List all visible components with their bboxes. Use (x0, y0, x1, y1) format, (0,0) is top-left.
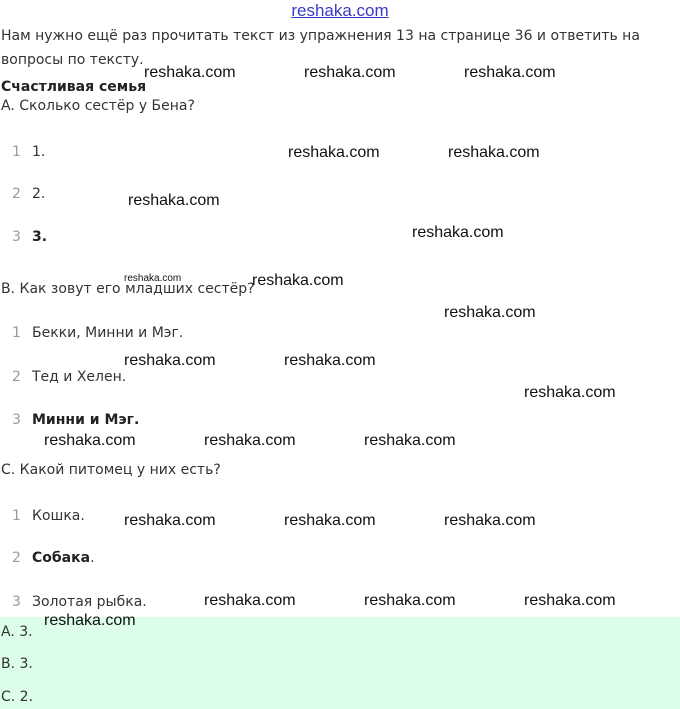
watermark: reshaka.com (124, 512, 216, 529)
answers-panel (0, 617, 680, 709)
option-number: 2 (12, 550, 21, 566)
option-b1: Бекки, Минни и Мэг. (32, 325, 184, 341)
watermark: reshaka.com (364, 592, 456, 609)
answer-a: A. 3. (1, 624, 33, 640)
option-number: 1 (12, 144, 21, 160)
option-number: 3 (12, 229, 21, 245)
answer-c: C. 2. (1, 689, 34, 705)
answer-b: B. 3. (1, 656, 33, 672)
option-number: 1 (12, 508, 21, 524)
watermark: reshaka.com (44, 612, 136, 629)
option-number: 1 (12, 325, 21, 341)
question-c: C. Какой питомец у них есть? (1, 462, 221, 478)
watermark: reshaka.com (524, 384, 616, 401)
watermark: reshaka.com (144, 64, 236, 81)
question-b: B. Как зовут его младших сестёр? (1, 281, 255, 297)
watermark: reshaka.com (464, 64, 556, 81)
option-number: 2 (12, 186, 21, 202)
option-b2: Тед и Хелен. (32, 369, 127, 385)
watermark: reshaka.com (284, 512, 376, 529)
watermark: reshaka.com (444, 304, 536, 321)
watermark: reshaka.com (444, 512, 536, 529)
question-a: A. Сколько сестёр у Бена? (1, 98, 195, 114)
option-b3-correct: Минни и Мэг. (32, 412, 140, 428)
option-a3-correct: 3. (32, 229, 48, 245)
watermark: reshaka.com (252, 272, 344, 289)
story-title: Счастливая семья (1, 79, 147, 95)
watermark: reshaka.com (448, 144, 540, 161)
watermark: reshaka.com (124, 273, 182, 284)
watermark: reshaka.com (44, 432, 136, 449)
site-header-link[interactable]: reshaka.com (291, 1, 389, 20)
option-a1: 1. (32, 144, 46, 160)
watermark: reshaka.com (124, 352, 216, 369)
option-number: 3 (12, 412, 21, 428)
watermark: reshaka.com (304, 64, 396, 81)
option-a2: 2. (32, 186, 46, 202)
watermark: reshaka.com (524, 592, 616, 609)
watermark: reshaka.com (204, 432, 296, 449)
watermark: reshaka.com (204, 592, 296, 609)
watermark: reshaka.com (284, 352, 376, 369)
watermark: reshaka.com (288, 144, 380, 161)
task-instruction: Нам нужно ещё раз прочитать текст из упражнения 13 на странице 36 и ответить на вопросы по тексту. (1, 28, 640, 68)
option-c1: Кошка. (32, 508, 85, 524)
option-c3: Золотая рыбка. (32, 594, 147, 610)
watermark: reshaka.com (412, 224, 504, 241)
option-c2-period: . (90, 550, 95, 566)
watermark: reshaka.com (364, 432, 456, 449)
option-c2-label: Собака (32, 550, 91, 566)
option-number: 3 (12, 594, 21, 610)
watermark: reshaka.com (128, 192, 220, 209)
option-c2-correct (32, 550, 95, 566)
option-number: 2 (12, 369, 21, 385)
